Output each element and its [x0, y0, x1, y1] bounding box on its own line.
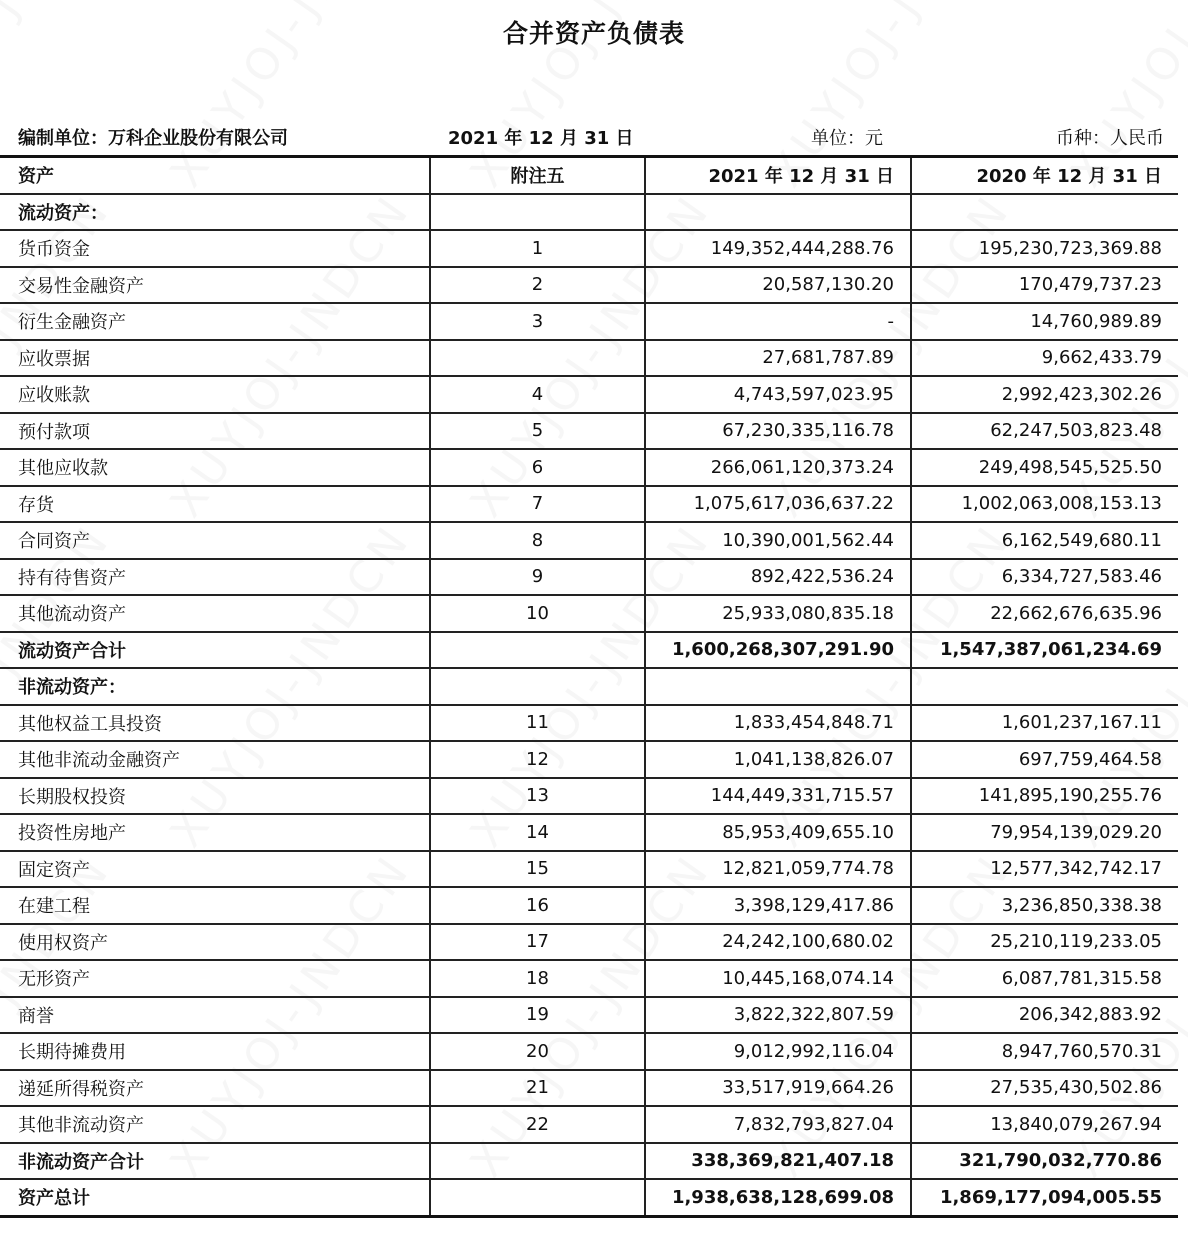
- row-value-2021: 149,352,444,288.76: [645, 230, 911, 267]
- row-item: 交易性金融资产: [0, 267, 430, 304]
- row-value-2021: [645, 668, 911, 705]
- row-value-2020: 141,895,190,255.76: [911, 778, 1178, 815]
- table-row: [0, 1106, 1178, 1143]
- row-value-2021: 4,743,597,023.95: [645, 376, 911, 413]
- row-note: 21: [430, 1070, 645, 1107]
- row-value-2020: 170,479,737.23: [911, 267, 1178, 304]
- row-value-2020: 249,498,545,525.50: [911, 449, 1178, 486]
- row-item: 其他权益工具投资: [0, 705, 430, 742]
- row-note: 11: [430, 705, 645, 742]
- row-value-2020: 62,247,503,823.48: [911, 413, 1178, 450]
- row-value-2020: 12,577,342,742.17: [911, 851, 1178, 888]
- row-item: 流动资产合计: [0, 632, 430, 669]
- row-note: 9: [430, 559, 645, 596]
- row-value-2021: 10,390,001,562.44: [645, 522, 911, 559]
- table-row: [0, 814, 1178, 851]
- table-row: [0, 595, 1178, 632]
- row-note: 12: [430, 741, 645, 778]
- row-value-2020: 22,662,676,635.96: [911, 595, 1178, 632]
- row-note: [430, 632, 645, 669]
- row-value-2020: 13,840,079,267.94: [911, 1106, 1178, 1143]
- row-value-2020: 1,002,063,008,153.13: [911, 486, 1178, 523]
- row-note: 10: [430, 595, 645, 632]
- row-item: 投资性房地产: [0, 814, 430, 851]
- row-value-2021: 1,041,138,826.07: [645, 741, 911, 778]
- row-item: 商誉: [0, 997, 430, 1034]
- row-item: 使用权资产: [0, 924, 430, 961]
- row-note: [430, 340, 645, 377]
- row-item: 流动资产：: [0, 194, 430, 231]
- row-value-2020: 697,759,464.58: [911, 741, 1178, 778]
- row-value-2021: 892,422,536.24: [645, 559, 911, 596]
- row-item: 其他应收款: [0, 449, 430, 486]
- row-note: 3: [430, 303, 645, 340]
- row-item: 递延所得税资产: [0, 1070, 430, 1107]
- row-item: 固定资产: [0, 851, 430, 888]
- header-assets: 资产: [0, 157, 430, 194]
- row-note: 8: [430, 522, 645, 559]
- row-value-2021: 1,075,617,036,637.22: [645, 486, 911, 523]
- row-value-2021: 266,061,120,373.24: [645, 449, 911, 486]
- row-value-2021: 24,242,100,680.02: [645, 924, 911, 961]
- row-value-2020: 195,230,723,369.88: [911, 230, 1178, 267]
- header-2021: 2021 年 12 月 31 日: [645, 157, 911, 194]
- row-item: 预付款项: [0, 413, 430, 450]
- row-note: 15: [430, 851, 645, 888]
- row-value-2020: 1,547,387,061,234.69: [911, 632, 1178, 669]
- row-note: 19: [430, 997, 645, 1034]
- table-row: [0, 194, 1178, 231]
- row-item: 衍生金融资产: [0, 303, 430, 340]
- row-value-2020: 206,342,883.92: [911, 997, 1178, 1034]
- balance-sheet-table: [0, 155, 1178, 1218]
- table-row: [0, 413, 1178, 450]
- row-value-2021: 3,822,322,807.59: [645, 997, 911, 1034]
- row-value-2020: [911, 668, 1178, 705]
- table-row: [0, 1070, 1178, 1107]
- row-note: [430, 194, 645, 231]
- row-note: 4: [430, 376, 645, 413]
- table-row: [0, 1033, 1178, 1070]
- report-meta: [0, 124, 1178, 150]
- row-value-2021: 10,445,168,074.14: [645, 960, 911, 997]
- table-row: [0, 997, 1178, 1034]
- page-title: 合并资产负债表: [502, 19, 685, 48]
- row-note: 14: [430, 814, 645, 851]
- row-value-2021: 20,587,130.20: [645, 267, 911, 304]
- row-value-2021: 12,821,059,774.78: [645, 851, 911, 888]
- row-value-2021: 1,938,638,128,699.08: [645, 1179, 911, 1216]
- row-item: 应收账款: [0, 376, 430, 413]
- row-value-2020: 321,790,032,770.86: [911, 1143, 1178, 1180]
- row-note: 7: [430, 486, 645, 523]
- table-row: [0, 1179, 1178, 1216]
- table-row: [0, 851, 1178, 888]
- table-row: [0, 960, 1178, 997]
- row-value-2020: 3,236,850,338.38: [911, 887, 1178, 924]
- row-note: 1: [430, 230, 645, 267]
- row-value-2020: 6,087,781,315.58: [911, 960, 1178, 997]
- currency-unit: 单位：元: [811, 128, 883, 149]
- row-value-2021: 67,230,335,116.78: [645, 413, 911, 450]
- row-note: 16: [430, 887, 645, 924]
- table-row: [0, 267, 1178, 304]
- table-row: [0, 741, 1178, 778]
- row-item: 应收票据: [0, 340, 430, 377]
- row-value-2020: 1,601,237,167.11: [911, 705, 1178, 742]
- row-note: 22: [430, 1106, 645, 1143]
- row-note: [430, 1179, 645, 1216]
- table-row: [0, 632, 1178, 669]
- reporting-entity: 编制单位：万科企业股份有限公司: [18, 128, 288, 149]
- row-item: 存货: [0, 486, 430, 523]
- row-item: 其他流动资产: [0, 595, 430, 632]
- row-value-2020: 1,869,177,094,005.55: [911, 1179, 1178, 1216]
- header-2020: 2020 年 12 月 31 日: [911, 157, 1178, 194]
- row-note: [430, 1143, 645, 1180]
- row-value-2021: 1,600,268,307,291.90: [645, 632, 911, 669]
- row-value-2020: 6,162,549,680.11: [911, 522, 1178, 559]
- row-value-2020: 6,334,727,583.46: [911, 559, 1178, 596]
- table-row: [0, 705, 1178, 742]
- row-value-2020: 8,947,760,570.31: [911, 1033, 1178, 1070]
- row-value-2021: 7,832,793,827.04: [645, 1106, 911, 1143]
- row-item: 其他非流动资产: [0, 1106, 430, 1143]
- table-row: [0, 449, 1178, 486]
- row-value-2021: 85,953,409,655.10: [645, 814, 911, 851]
- row-note: 20: [430, 1033, 645, 1070]
- row-item: 长期待摊费用: [0, 1033, 430, 1070]
- table-row: [0, 486, 1178, 523]
- table-row: [0, 230, 1178, 267]
- table-row: [0, 924, 1178, 961]
- row-value-2020: 27,535,430,502.86: [911, 1070, 1178, 1107]
- row-value-2021: 3,398,129,417.86: [645, 887, 911, 924]
- row-note: 5: [430, 413, 645, 450]
- row-item: 货币资金: [0, 230, 430, 267]
- row-value-2021: 33,517,919,664.26: [645, 1070, 911, 1107]
- report-date: 2021 年 12 月 31 日: [448, 128, 634, 149]
- row-item: 非流动资产：: [0, 668, 430, 705]
- row-value-2020: [911, 194, 1178, 231]
- row-item: 长期股权投资: [0, 778, 430, 815]
- row-item: 非流动资产合计: [0, 1143, 430, 1180]
- row-value-2020: 2,992,423,302.26: [911, 376, 1178, 413]
- row-value-2020: 25,210,119,233.05: [911, 924, 1178, 961]
- table-row: [0, 376, 1178, 413]
- row-value-2020: 14,760,989.89: [911, 303, 1178, 340]
- row-value-2020: 9,662,433.79: [911, 340, 1178, 377]
- row-value-2021: 27,681,787.89: [645, 340, 911, 377]
- row-item: 持有待售资产: [0, 559, 430, 596]
- row-note: 6: [430, 449, 645, 486]
- table-row: [0, 1143, 1178, 1180]
- table-row: [0, 887, 1178, 924]
- row-note: 13: [430, 778, 645, 815]
- row-value-2021: 144,449,331,715.57: [645, 778, 911, 815]
- header-note: 附注五: [430, 157, 645, 194]
- row-note: 17: [430, 924, 645, 961]
- row-note: 2: [430, 267, 645, 304]
- table-row: [0, 522, 1178, 559]
- row-value-2021: 9,012,992,116.04: [645, 1033, 911, 1070]
- table-row: [0, 778, 1178, 815]
- table-header-row: [0, 157, 1178, 194]
- table-row: [0, 303, 1178, 340]
- row-note: [430, 668, 645, 705]
- row-item: 无形资产: [0, 960, 430, 997]
- currency: 币种：人民币: [1056, 128, 1164, 149]
- table-row: [0, 668, 1178, 705]
- row-item: 合同资产: [0, 522, 430, 559]
- row-value-2021: 1,833,454,848.71: [645, 705, 911, 742]
- table-row: [0, 340, 1178, 377]
- row-value-2021: [645, 194, 911, 231]
- row-item: 其他非流动金融资产: [0, 741, 430, 778]
- row-value-2021: 338,369,821,407.18: [645, 1143, 911, 1180]
- row-item: 在建工程: [0, 887, 430, 924]
- row-value-2020: 79,954,139,029.20: [911, 814, 1178, 851]
- row-note: 18: [430, 960, 645, 997]
- table-row: [0, 559, 1178, 596]
- row-item: 资产总计: [0, 1179, 430, 1216]
- row-value-2021: 25,933,080,835.18: [645, 595, 911, 632]
- row-value-2021: -: [645, 303, 911, 340]
